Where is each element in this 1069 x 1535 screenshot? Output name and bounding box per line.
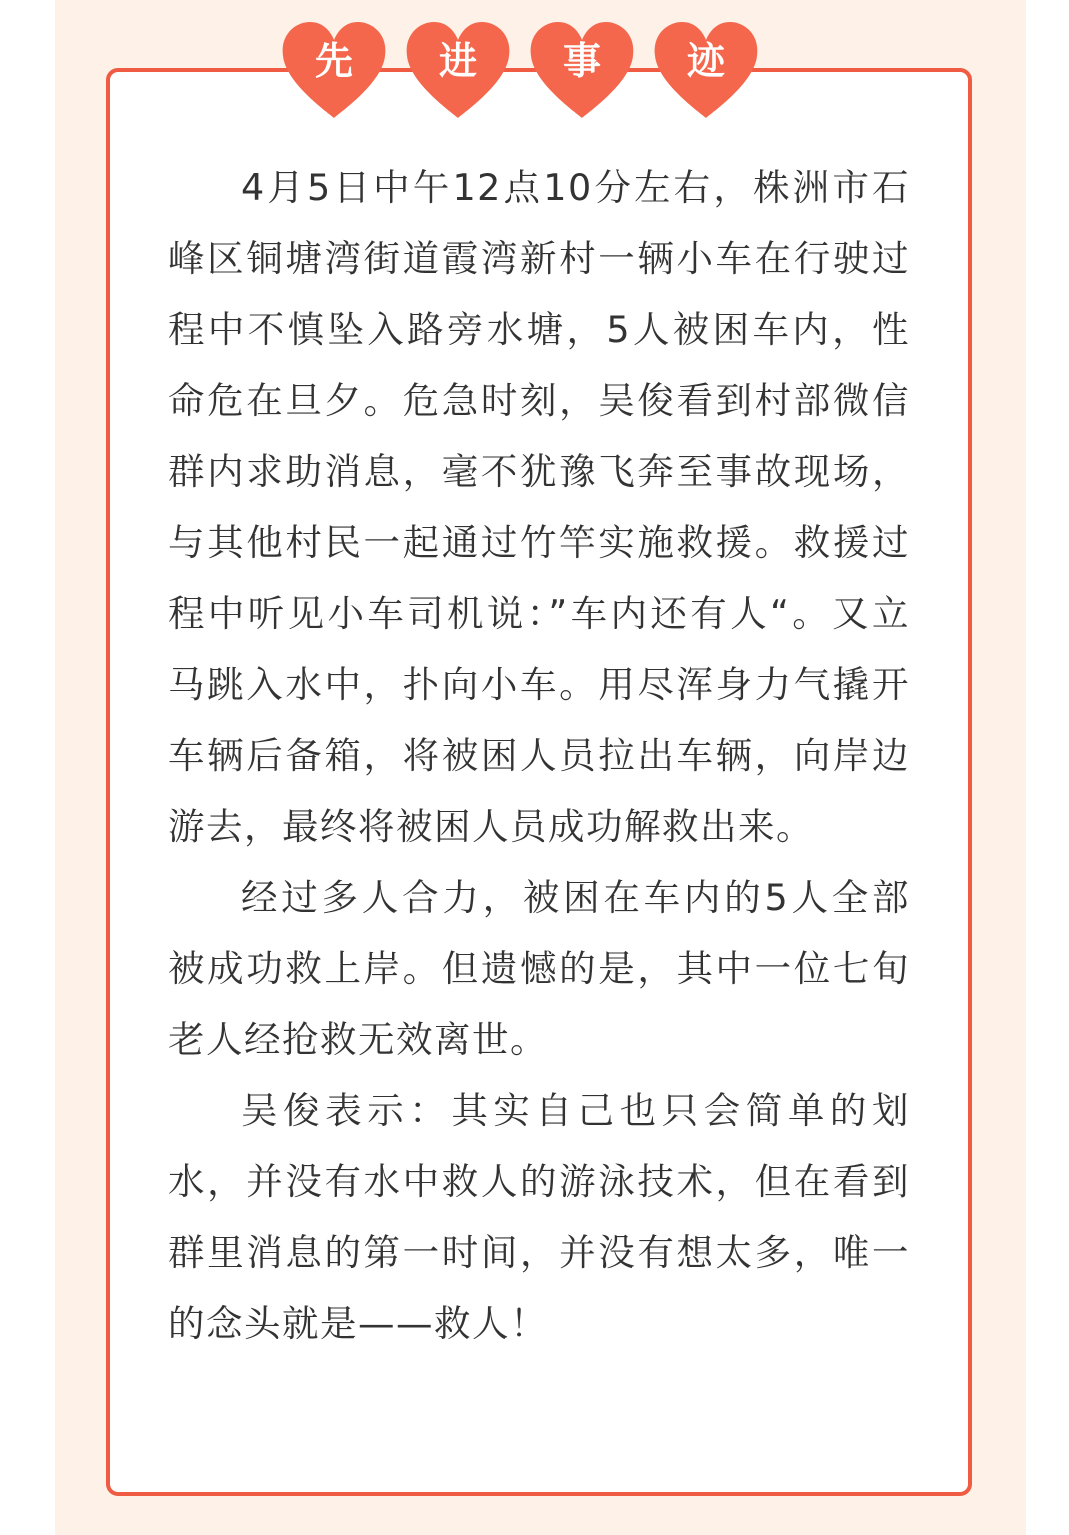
title-heart-1: [278, 18, 390, 122]
title-char: 事: [562, 39, 601, 83]
title-char: 先: [314, 39, 353, 83]
title-heart-2: [402, 18, 514, 122]
title-heart-4: [650, 18, 762, 122]
title-char: 进: [438, 39, 477, 83]
paragraph-rescue-account: 4月5日中午12点10分左右，株洲市石峰区铜塘湾街道霞湾新村一辆小车在行驶过程中不慎坠入路旁水塘，5人被困车内，性命危在旦夕。危急时刻，吴俊看到村部微信群内求助消息，毫不犹豫飞奔至事故现场，与其他村民一起通过竹竿实施救援。救援过程中听见小车司机说：”车内还有人“。又立马跳入水中，扑向小车。用尽浑身力气撬开车辆后备箱，将被困人员拉出车辆，向岸边游去，最终将被困人员成功解救出来。: [168, 166, 910, 848]
paragraph-outcome: 经过多人合力，被困在车内的5人全部被成功救上岸。但遗憾的是，其中一位七旬老人经抢救无效离世。: [168, 876, 910, 1061]
paragraph-quote: 吴俊表示：其实自己也只会简单的划水，并没有水中救人的游泳技术，但在看到群里消息的第一时间，并没有想太多，唯一的念头就是——救人！: [168, 1089, 910, 1345]
article-body: [168, 152, 910, 1359]
title-heart-3: [526, 18, 638, 122]
title-char: 迹: [686, 39, 725, 83]
